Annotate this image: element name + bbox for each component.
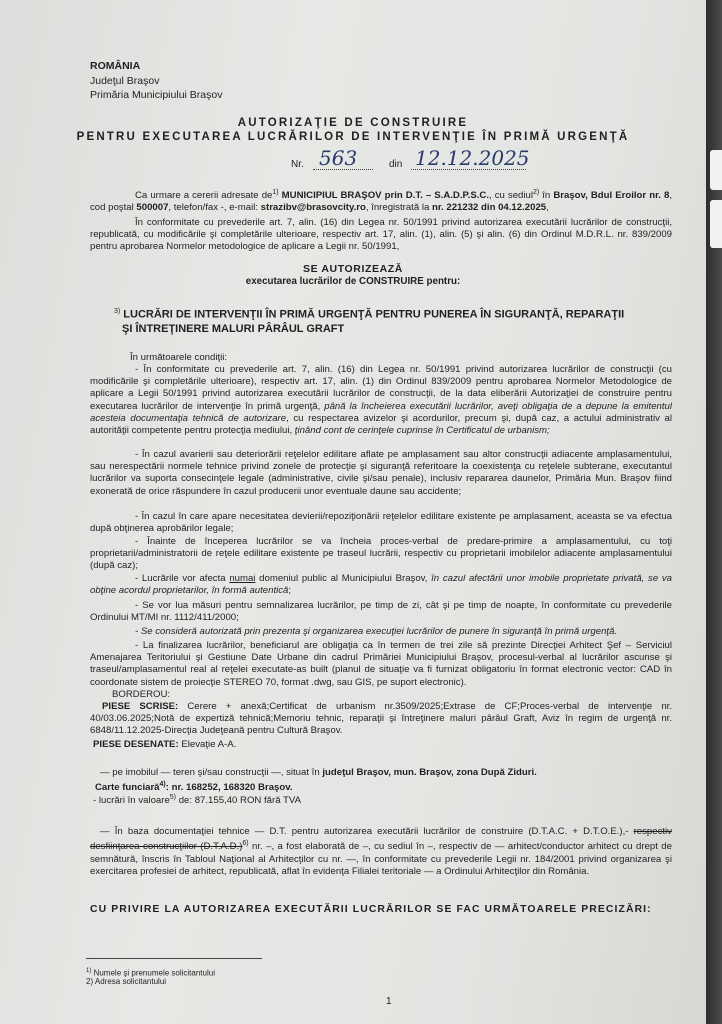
intro-text: , cu sediul — [489, 190, 533, 202]
land-registry-label: Carte funciară — [95, 782, 160, 794]
intro-paragraph — [90, 187, 672, 215]
works-value-amount: de: 87.155,40 RON fără TVA — [178, 795, 301, 807]
authorize-heading: SE AUTORIZEAZĂ — [303, 263, 403, 275]
intro-text: , telefon/fax -, e-mail: — [168, 202, 258, 214]
municipality-label: Primăria Municipiului Braşov — [90, 89, 223, 101]
footnote-ref: 6) — [242, 840, 249, 848]
condition-item — [90, 573, 672, 597]
property-location-value: judeţul Braşov, mun. Braşov, zona După Ziduri. — [322, 767, 537, 778]
precizari-heading: CU PRIVIRE LA AUTORIZAREA EXECUTĂRII LUCRĂRILOR SE FAC URMĂTOARELE PRECIZĂRI: — [90, 904, 652, 915]
written-pieces-text: Cerere + anexă;Certificat de urbanism nr.3509/2025;Extrase de CF;Proces-verbal de intervenţie nr. 40/03.06.2025;Notă de expertiză tehnică;Memoriu tehnic, reparaţii şi întreţinere maluri pârâul Graft, Aviz în regim de urgenţă nr. 6848/11.12.2025-Direcţia Judeţeană pentru Cultură Braşov. — [90, 701, 673, 737]
condition-item: - La finalizarea lucrărilor, beneficiarul are obligaţia ca în termen de trei zile să prezinte Direcţiei Arhitect Şef – Serviciul Amenajarea Teritoriului şi Gestiune Date Urbane din cadrul Primăriei Municipiului Braşov, procesul-verbal al lucrărilor ascunse şi traseul/amplasamentul real al reţelei executate-as built (planul de situaţie va fi furnizat obligatoriu în format electronic vector: CAD în coordonate sistem de proiecţie STEREO 70, format .dwg, sau GIS, pe suport electronic). — [90, 640, 672, 688]
borderou-label: BORDEROU: — [112, 689, 171, 700]
county-label: Judeţul Braşov — [90, 75, 160, 87]
works-title-line: LUCRĂRI DE INTERVENŢII ÎN PRIMĂ URGENŢĂ PENTRU PUNEREA ÎN SIGURANŢĂ, REPARAŢII — [123, 308, 625, 321]
condition-text: în cazul afectării unor imobile proprietate privată, se va obţine acordul proprietarilor, în formă autentică — [90, 573, 673, 597]
technical-documentation — [90, 826, 672, 878]
legal-basis-paragraph: În conformitate cu prevederile art. 7, alin. (16) din Legea nr. 50/1991 privind autorizarea executării lucrărilor de construcţii, republicată, cu modificările şi completările ulterioare, respectiv art. 17, alin. (1), alin. (5) şi alin. (6) din Ordinul M.D.R.L. nr. 839/2009 pentru aprobarea Normelor metodologice de aplicare a Legii nr. 50/1991, — [90, 217, 672, 253]
condition-text: până la încheierea executării lucrărilor, aveţi obligaţia de a depune la emitentul acesteia documentaţia tehnică de autorizare — [90, 400, 672, 424]
country-label: ROMÂNIA — [90, 60, 141, 72]
intro-text: , cod poştal — [90, 190, 672, 214]
number-line — [291, 148, 631, 174]
condition-text: ; — [288, 585, 292, 597]
property-text: — pe imobilul — teren şi/sau construcţii —, situat în — [100, 767, 320, 778]
date-handwritten: 12.12.2025 — [415, 146, 530, 170]
applicant-email: strazibv@brasovcity.ro — [260, 202, 366, 214]
drawn-pieces-label: PIESE DESENATE: — [93, 739, 179, 750]
land-registry-value: : nr. 168252, 168320 Braşov. — [165, 782, 293, 794]
footnote-ref: 1) — [272, 189, 279, 196]
nr-handwritten: 563 — [319, 146, 358, 170]
condition-text: domeniul public al Municipiului Braşov, — [259, 573, 428, 584]
drawn-pieces-text: Elevaţie A-A. — [181, 739, 237, 750]
documentation-text: — În baza documentaţiei tehnice — D.T. pentru autorizarea executării lucrărilor de construire (D.T.A.C. + D.T.O.E.),- — [100, 826, 629, 837]
condition-text: numai — [229, 573, 256, 584]
footnote-ref: 4) — [159, 781, 166, 788]
works-title — [90, 305, 680, 336]
condition-item: - Se consideră autorizată prin prezenta şi organizarea execuţiei lucrărilor de punere în siguranţă în primă urgenţă. — [135, 626, 618, 637]
adjacent-paper-tab — [710, 200, 722, 248]
documentation-text: nr. –, a fost elaborată de –, cu sediul în –, respectiv de — arhitect/conductor arhitect cu drept de semnătură, înscris în Tabloul Naţional al Arhitecţilor cu nr. —, în conformitate cu prevederile Legii nr. 184/2001 privind organizarea şi exercitarea profesiei de arhitect, republicată, aflat în evidenţa Filialei teritoriale — a Ordinului Arhitecţilor din România. — [90, 841, 672, 877]
nr-label: Nr. — [291, 159, 304, 170]
condition-text: - În conformitate cu prevederile art. 7, alin. (16) din Legea nr. 50/1991 privind autorizarea lucrărilor de construcţii (cu modificările şi completările ulterioare), respectiv art. 17, alin. (1) din Ordinul 839/2009 pentru aprobarea Normelor Metodologice de aplicare a Legii 50/1991 privind autorizarea executării lucrărilor de construcţii, de la data eliberării Autorizaţiei de construire pentru executarea lucrărilor de intervenţie în primă urgenţă, — [90, 364, 672, 412]
intro-text: , înregistrată la — [365, 202, 430, 214]
intro-text: în — [542, 190, 551, 202]
works-value-label: - lucrări în valoare — [93, 795, 170, 807]
page-number: 1 — [386, 996, 392, 1007]
document-title: AUTORIZAŢIE DE CONSTRUIRE — [237, 117, 469, 129]
authorize-subheading: executarea lucrărilor de CONSTRUIRE pentru: — [245, 276, 461, 287]
condition-item: - În cazul avarierii sau deteriorării reţelelor edilitare aflate pe amplasament sau altor construcţii adiacente amplasamentului, sau nerespectării normele tehnice privind zonele de protecţie şi siguranţă referitoare la coexistenţa cu reţelele subterane, executantul lucrărilor va suporta consecinţele legale (administrative, civile şi/sau penale), inclusiv repararea daunelor, Primăria Mun. Braşov fiind exonerată de orice răspundere în cazul producerii unor eventuale daune sau accidente; — [90, 449, 672, 497]
condition-item — [90, 364, 672, 437]
footnote-ref: 3) — [114, 308, 121, 315]
footnote-marker: 1) — [86, 968, 92, 974]
footnote-divider — [86, 958, 262, 959]
works-title-line: ŞI ÎNTREŢINERE MALURI PÂRÂUL GRAFT — [122, 322, 345, 335]
written-pieces — [90, 701, 672, 738]
footnote-2: 2) Adresa solicitantului — [86, 977, 167, 986]
drawn-pieces — [93, 739, 236, 751]
footnote-ref: 2) — [532, 189, 540, 196]
condition-item: - Se vor lua măsuri pentru semnalizarea lucrărilor, pe timp de zi, cât şi pe timp de noapte, în conformitate cu prevederile Ordinului MT/MI nr. 1112/411/2000; — [90, 600, 672, 624]
condition-item: - În cazul în care apare necesitatea devierii/repoziţionării reţelelor edilitare existente pe amplasament, aceasta se va efectua după obţinerea aprobărilor legale; — [90, 511, 672, 535]
intro-text: , — [546, 202, 549, 214]
din-label: din — [389, 159, 403, 170]
postal-code: 500007 — [136, 202, 169, 214]
property-location — [90, 767, 672, 779]
written-pieces-label: PIESE SCRISE: — [102, 701, 179, 712]
applicant-address: Braşov, Bdul Eroilor nr. 8 — [553, 190, 670, 202]
condition-item: - Înainte de începerea lucrărilor se va încheia proces-verbal de predare-primire a amplasamentului, cu toţi proprietarii/administratorii de reţele edilitare existente pe traseul lucrării, respectiv cu proprietarii imobilelor adiacente amplasamentului (după caz); — [90, 536, 672, 572]
documentation-strikethrough: respectiv desfiinţarea construcţiilor (D.T.A.D.) — [90, 826, 672, 853]
conditions-intro: În următoarele condiţii: — [130, 352, 228, 363]
document-subtitle: PENTRU EXECUTAREA LUCRĂRILOR DE INTERVENŢIE ÎN PRIMĂ URGENŢĂ — [76, 131, 630, 143]
registration-number: nr. 221232 din 04.12.2025 — [431, 202, 547, 214]
condition-text: - Lucrările vor afecta — [135, 573, 226, 584]
background-edge — [706, 0, 722, 1024]
footnote-text: Numele şi prenumele solicitantului — [93, 968, 215, 978]
footnote-ref: 5) — [169, 794, 177, 801]
intro-text: Ca urmare a cererii adresate de — [135, 190, 273, 202]
condition-text: ţinând cont de cerinţele cuprinse în Certificatul de urbanism; — [294, 425, 550, 437]
condition-text: , cu respectarea avizelor şi acordurilor, precum şi, după caz, a actului administrativ al autorităţii competente pentru protecţia mediului, — [90, 412, 672, 437]
works-value — [93, 792, 301, 807]
adjacent-paper-tab — [710, 150, 722, 190]
applicant-name: MUNICIPIUL BRAŞOV prin D.T. – S.A.D.P.S.C. — [281, 190, 489, 202]
